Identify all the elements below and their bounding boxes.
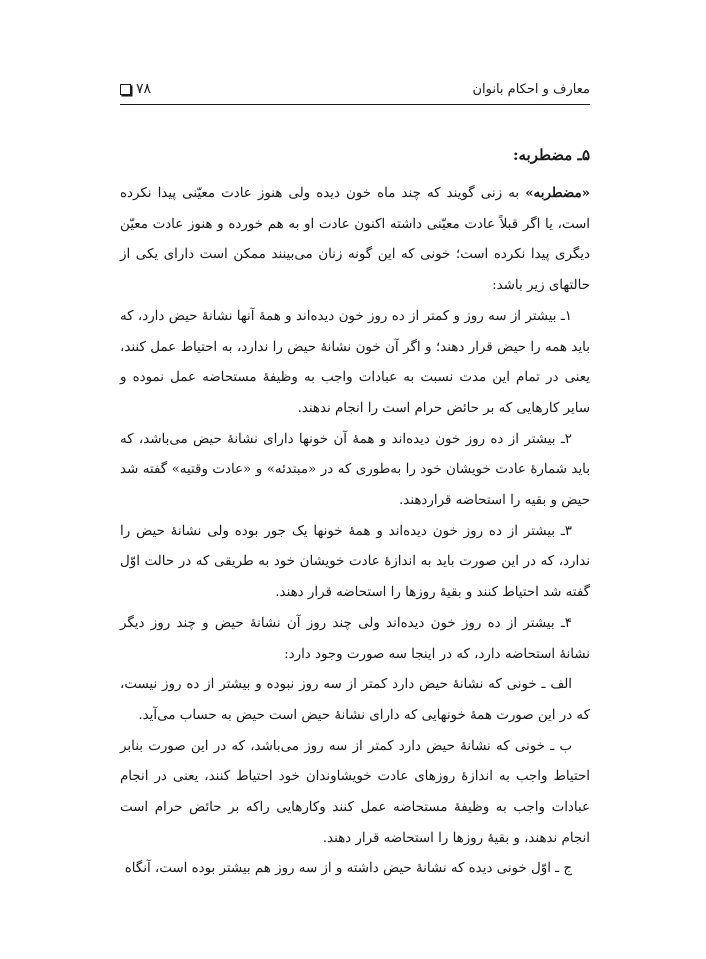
intro-text: به زنی گویند که چند ماه خون دیده ولی هنوز عادت معیّنی پیدا نکرده است، یا اگر قبلاً عادت معیّنی داشته اکنون عادت او به هم خورده و هنوز عادت معیّن دیگری پیدا نکرده است؛ خونی که این گونه زنان می‌بینند ممکن است دارای یکی از حالتهای زیر باشد:: [120, 186, 590, 294]
section-heading: ۵ـ مضطربه:: [512, 146, 590, 164]
case-4a-paragraph: الف ـ خونی که نشانهٔ حیض دارد کمتر از سه روز نبوده و بیشتر از ده روز نیست، که در این صورت همهٔ خونهایی که دارای نشانهٔ حیض است حیض به حساب می‌آید.: [120, 677, 590, 723]
intro-term: «مضطربه»: [525, 185, 590, 201]
case-4c-paragraph: ج ـ اوّل خونی دیده که نشانهٔ حیض داشته و از سه روز هم بیشتر بوده است، آنگاه: [124, 861, 572, 877]
case-1-paragraph: ۱ـ بیشتر از سه روز و کمتر از ده روز خون دیده‌اند و همهٔ آنها نشانهٔ حیض دارد، که باید همه را حیض قرار دهند؛ و اگر آن خون نشانهٔ حیض را ندارد، به احتیاط عمل کنند، یعنی در تمام این مدت نسبت به عبادات واجب به وظیفهٔ مستحاضه عمل نموده و سایر کارهایی که بر حائض حرام است را انجام ندهند.: [120, 308, 590, 416]
square-bullet-icon: [120, 84, 131, 95]
running-title: معارف و احکام بانوان: [472, 81, 590, 97]
page-number-block: [120, 81, 151, 97]
page-number: ۷۸: [136, 81, 152, 97]
case-2-paragraph: ۲ـ بیشتر از ده روز خون دیده‌اند و همهٔ آن خونها دارای نشانهٔ حیض می‌باشد، که باید شمارهٔ عادت خویشان خود را به‌طوری که در «مبتدئه» و «عادت وقتیه» گفته شد حیض و بقیه را استحاضه قراردهند.: [120, 431, 590, 509]
header-rule: [120, 104, 590, 105]
case-3-paragraph: ۳ـ بیشتر از ده روز خون دیده‌اند و همهٔ خونها یک جور بوده ولی نشانهٔ حیض را ندارد، که در این صورت باید به اندازهٔ عادت خویشان خود به طریقی که در حالت اوّل گفته شد احتیاط کنند و بقیهٔ روزها را استحاضه قرار دهند.: [120, 523, 590, 601]
case-4b-paragraph: ب ـ خونی که نشانهٔ حیض دارد کمتر از سه روز می‌باشد، که در این صورت بنابر احتیاط واجب به اندازهٔ روزهای عادت خویشاوندان خود احتیاط کنند، یعنی در انجام عبادات واجب به وظیفهٔ مستحاضه عمل کنند وکارهایی راکه بر حائض حرام است انجام ندهند، و بقیهٔ روزها را استحاضه قرار دهند.: [120, 738, 590, 846]
intro-paragraph: [120, 178, 590, 302]
page-body: [120, 140, 590, 885]
page-header: [120, 78, 590, 100]
case-4-paragraph: ۴ـ بیشتر از ده روز خون دیده‌اند ولی چند روز آن نشانهٔ حیض و چند روز دیگر نشانهٔ استحاضه دارد، که در اینجا سه صورت وجود دارد:: [120, 615, 590, 662]
